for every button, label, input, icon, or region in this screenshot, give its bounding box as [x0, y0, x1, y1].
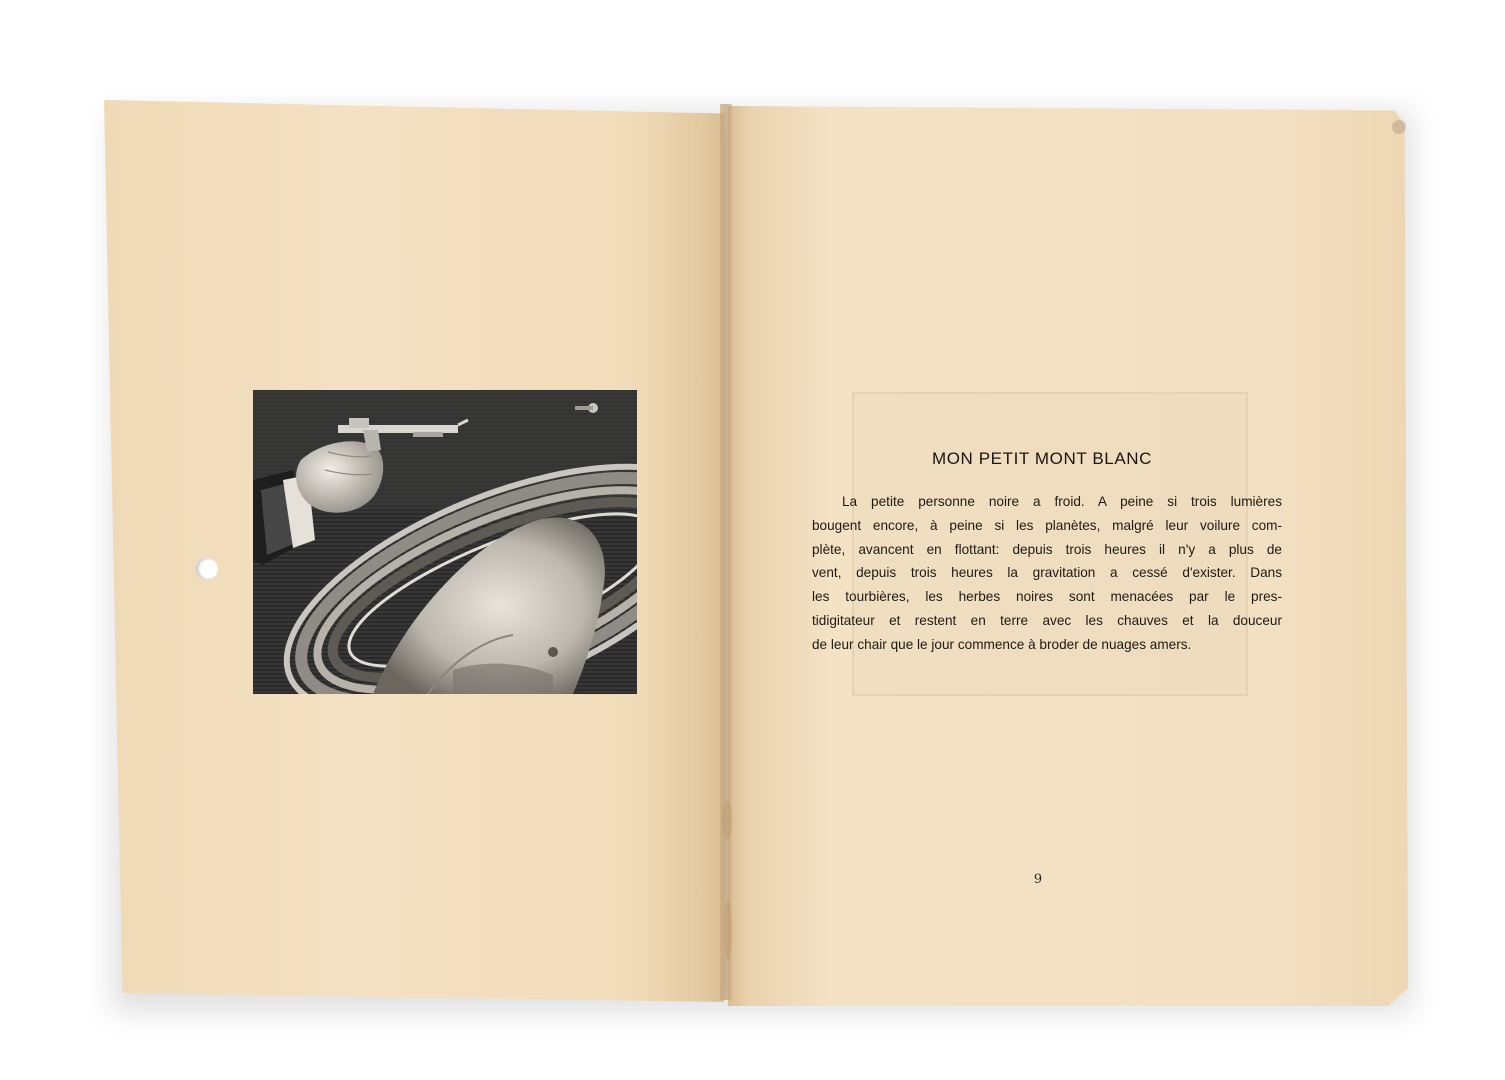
- collage-engraving-icon: [253, 390, 637, 694]
- punched-hole-icon: [196, 558, 218, 580]
- poem-paragraph: [812, 490, 1282, 657]
- paper-stain: [1392, 120, 1406, 134]
- paragraph-line: les tourbières, les herbes noires sont menacées par le pres-: [812, 589, 1282, 605]
- paragraph-line: vent, depuis trois heures la gravitation a cessé d'exister. Dans: [812, 565, 1282, 581]
- paragraph-line: bougent encore, à peine si les planètes, malgré leur voilure com-: [812, 517, 1282, 533]
- paper-stain: [722, 800, 732, 840]
- paper-stain: [724, 900, 732, 960]
- page-number: 9: [1033, 872, 1043, 887]
- paragraph-line: La petite personne noire a froid. A peine si trois lumières: [842, 494, 1282, 509]
- engraving-illustration: [253, 390, 637, 694]
- paragraph-line: tidigitateur et restent en terre avec les chauves et la douceur: [812, 612, 1282, 628]
- book-spine: [720, 104, 732, 1000]
- paragraph-line: plète, avancent en flottant: depuis trois heures il n'y a plus de: [812, 541, 1282, 557]
- paragraph-line: de leur chair que le jour commence à broder de nuages amers.: [812, 636, 1192, 652]
- poem-title: MON PETIT MONT BLANC: [931, 449, 1153, 468]
